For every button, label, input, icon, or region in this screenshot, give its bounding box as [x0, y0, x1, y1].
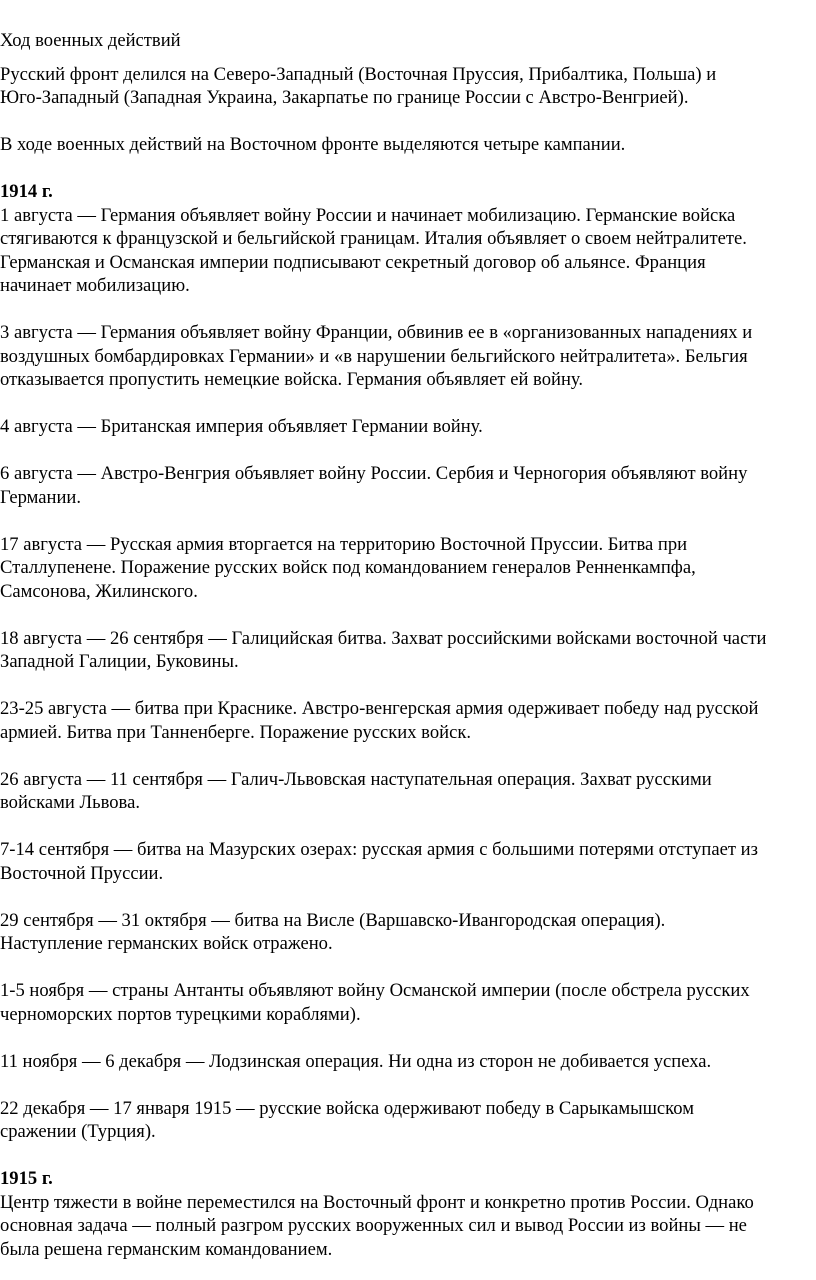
paragraph-line: Центр тяжести в войне переместился на Восточный фронт и конкретно против России. Однако	[0, 1191, 754, 1213]
event-paragraph	[0, 204, 816, 298]
paragraph-line: Юго-Западный (Западная Украина, Закарпатье по границе России с Австро-Венгрией).	[0, 87, 689, 108]
paragraph-line: 22 декабря — 17 января 1915 — русские войска одерживают победу в Сарыкамышском	[0, 1097, 694, 1119]
paragraph-line: 11 ноября — 6 декабря — Лодзинская операция. Ни одна из сторон не добивается успеха.	[0, 1050, 712, 1072]
paragraph-line: черноморских портов турецкими кораблями).	[0, 1003, 361, 1025]
paragraph-line: основная задача — полный разгром русских вооруженных сил и вывод России из войны — не	[0, 1215, 747, 1236]
year-heading-1915: 1915 г.	[0, 1168, 53, 1189]
paragraph-line: 17 августа — Русская армия вторгается на территорию Восточной Пруссии. Битва при	[0, 533, 688, 555]
paragraph-line: 6 августа — Австро-Венгрия объявляет войну России. Сербия и Черногория объявляют войну	[0, 463, 748, 484]
document-body	[0, 29, 816, 1261]
event-paragraph	[0, 979, 816, 1026]
year-heading-1914: 1914 г.	[0, 181, 53, 202]
paragraph-1915	[0, 1191, 816, 1262]
paragraph-line: армией. Битва при Танненберге. Поражение русских войск.	[0, 721, 472, 743]
paragraph-line: 7-14 сентября — битва на Мазурских озерах: русская армия с большими потерями отступает из	[0, 839, 758, 860]
paragraph-line: Сталлупенене. Поражение русских войск под командованием генералов Ренненкампфа,	[0, 557, 696, 578]
paragraph-line: Самсонова, Жилинского.	[0, 580, 198, 602]
paragraph-line: стягиваются к французской и бельгийской границам. Италия объявляет о своем нейтралитете.	[0, 228, 747, 249]
event-paragraph	[0, 909, 816, 956]
event-paragraph	[0, 533, 816, 604]
event-paragraph	[0, 627, 816, 674]
event-paragraph	[0, 415, 816, 439]
paragraph-line: Западной Галиции, Буковины.	[0, 651, 239, 672]
paragraph-line: сражении (Турция).	[0, 1121, 156, 1142]
paragraph-line: 3 августа — Германия объявляет войну Франции, обвинив ее в «организованных нападениях и	[0, 322, 753, 343]
event-paragraph	[0, 1050, 816, 1074]
paragraph-line: войсками Львова.	[0, 792, 140, 813]
paragraph-line: Германии.	[0, 486, 81, 508]
event-paragraph	[0, 697, 816, 744]
paragraph-line: 1 августа — Германия объявляет войну России и начинает мобилизацию. Германские войска	[0, 204, 736, 226]
paragraph-line: воздушных бомбардировках Германии» и «в нарушении бельгийского нейтралитета». Бельгия	[0, 345, 748, 367]
paragraph-line: Германская и Османская империи подписывают секретный договор об альянсе. Франция	[0, 251, 706, 273]
paragraph-line: 29 сентября — 31 октября — битва на Висле (Варшавско-Ивангородская операция).	[0, 909, 666, 931]
event-paragraph	[0, 1097, 816, 1144]
paragraph-line: 4 августа — Британская империя объявляет Германии войну.	[0, 416, 483, 437]
document-title: Ход военных действий	[0, 30, 181, 51]
paragraph-line: 26 августа — 11 сентября — Галич-Львовская наступательная операция. Захват русскими	[0, 768, 712, 790]
event-paragraph	[0, 838, 816, 885]
paragraph-line: Восточной Пруссии.	[0, 862, 164, 884]
event-paragraph	[0, 462, 816, 509]
paragraph-line: начинает мобилизацию.	[0, 275, 190, 296]
spacer	[0, 53, 816, 63]
intro-paragraph	[0, 63, 816, 110]
paragraph-line: 1-5 ноября — страны Антанты объявляют войну Османской империи (после обстрела русских	[0, 980, 750, 1001]
paragraph-line: Наступление германских войск отражено.	[0, 933, 333, 954]
paragraph-line: Русский фронт делился на Северо-Западный (Восточная Пруссия, Прибалтика, Польша) и	[0, 63, 717, 85]
paragraph-line: была решена германским командованием.	[0, 1238, 333, 1260]
paragraph-line: 23-25 августа — битва при Краснике. Австро-венгерская армия одерживает победу над русской	[0, 698, 759, 719]
event-paragraph	[0, 768, 816, 815]
paragraph-line: отказывается пропустить немецкие войска. Германия объявляет ей войну.	[0, 369, 583, 390]
paragraph-line: 18 августа — 26 сентября — Галицийская битва. Захват российскими войсками восточной части	[0, 627, 767, 649]
campaigns-paragraph: В ходе военных действий на Восточном фронте выделяются четыре кампании.	[0, 134, 626, 155]
event-paragraph	[0, 321, 816, 392]
